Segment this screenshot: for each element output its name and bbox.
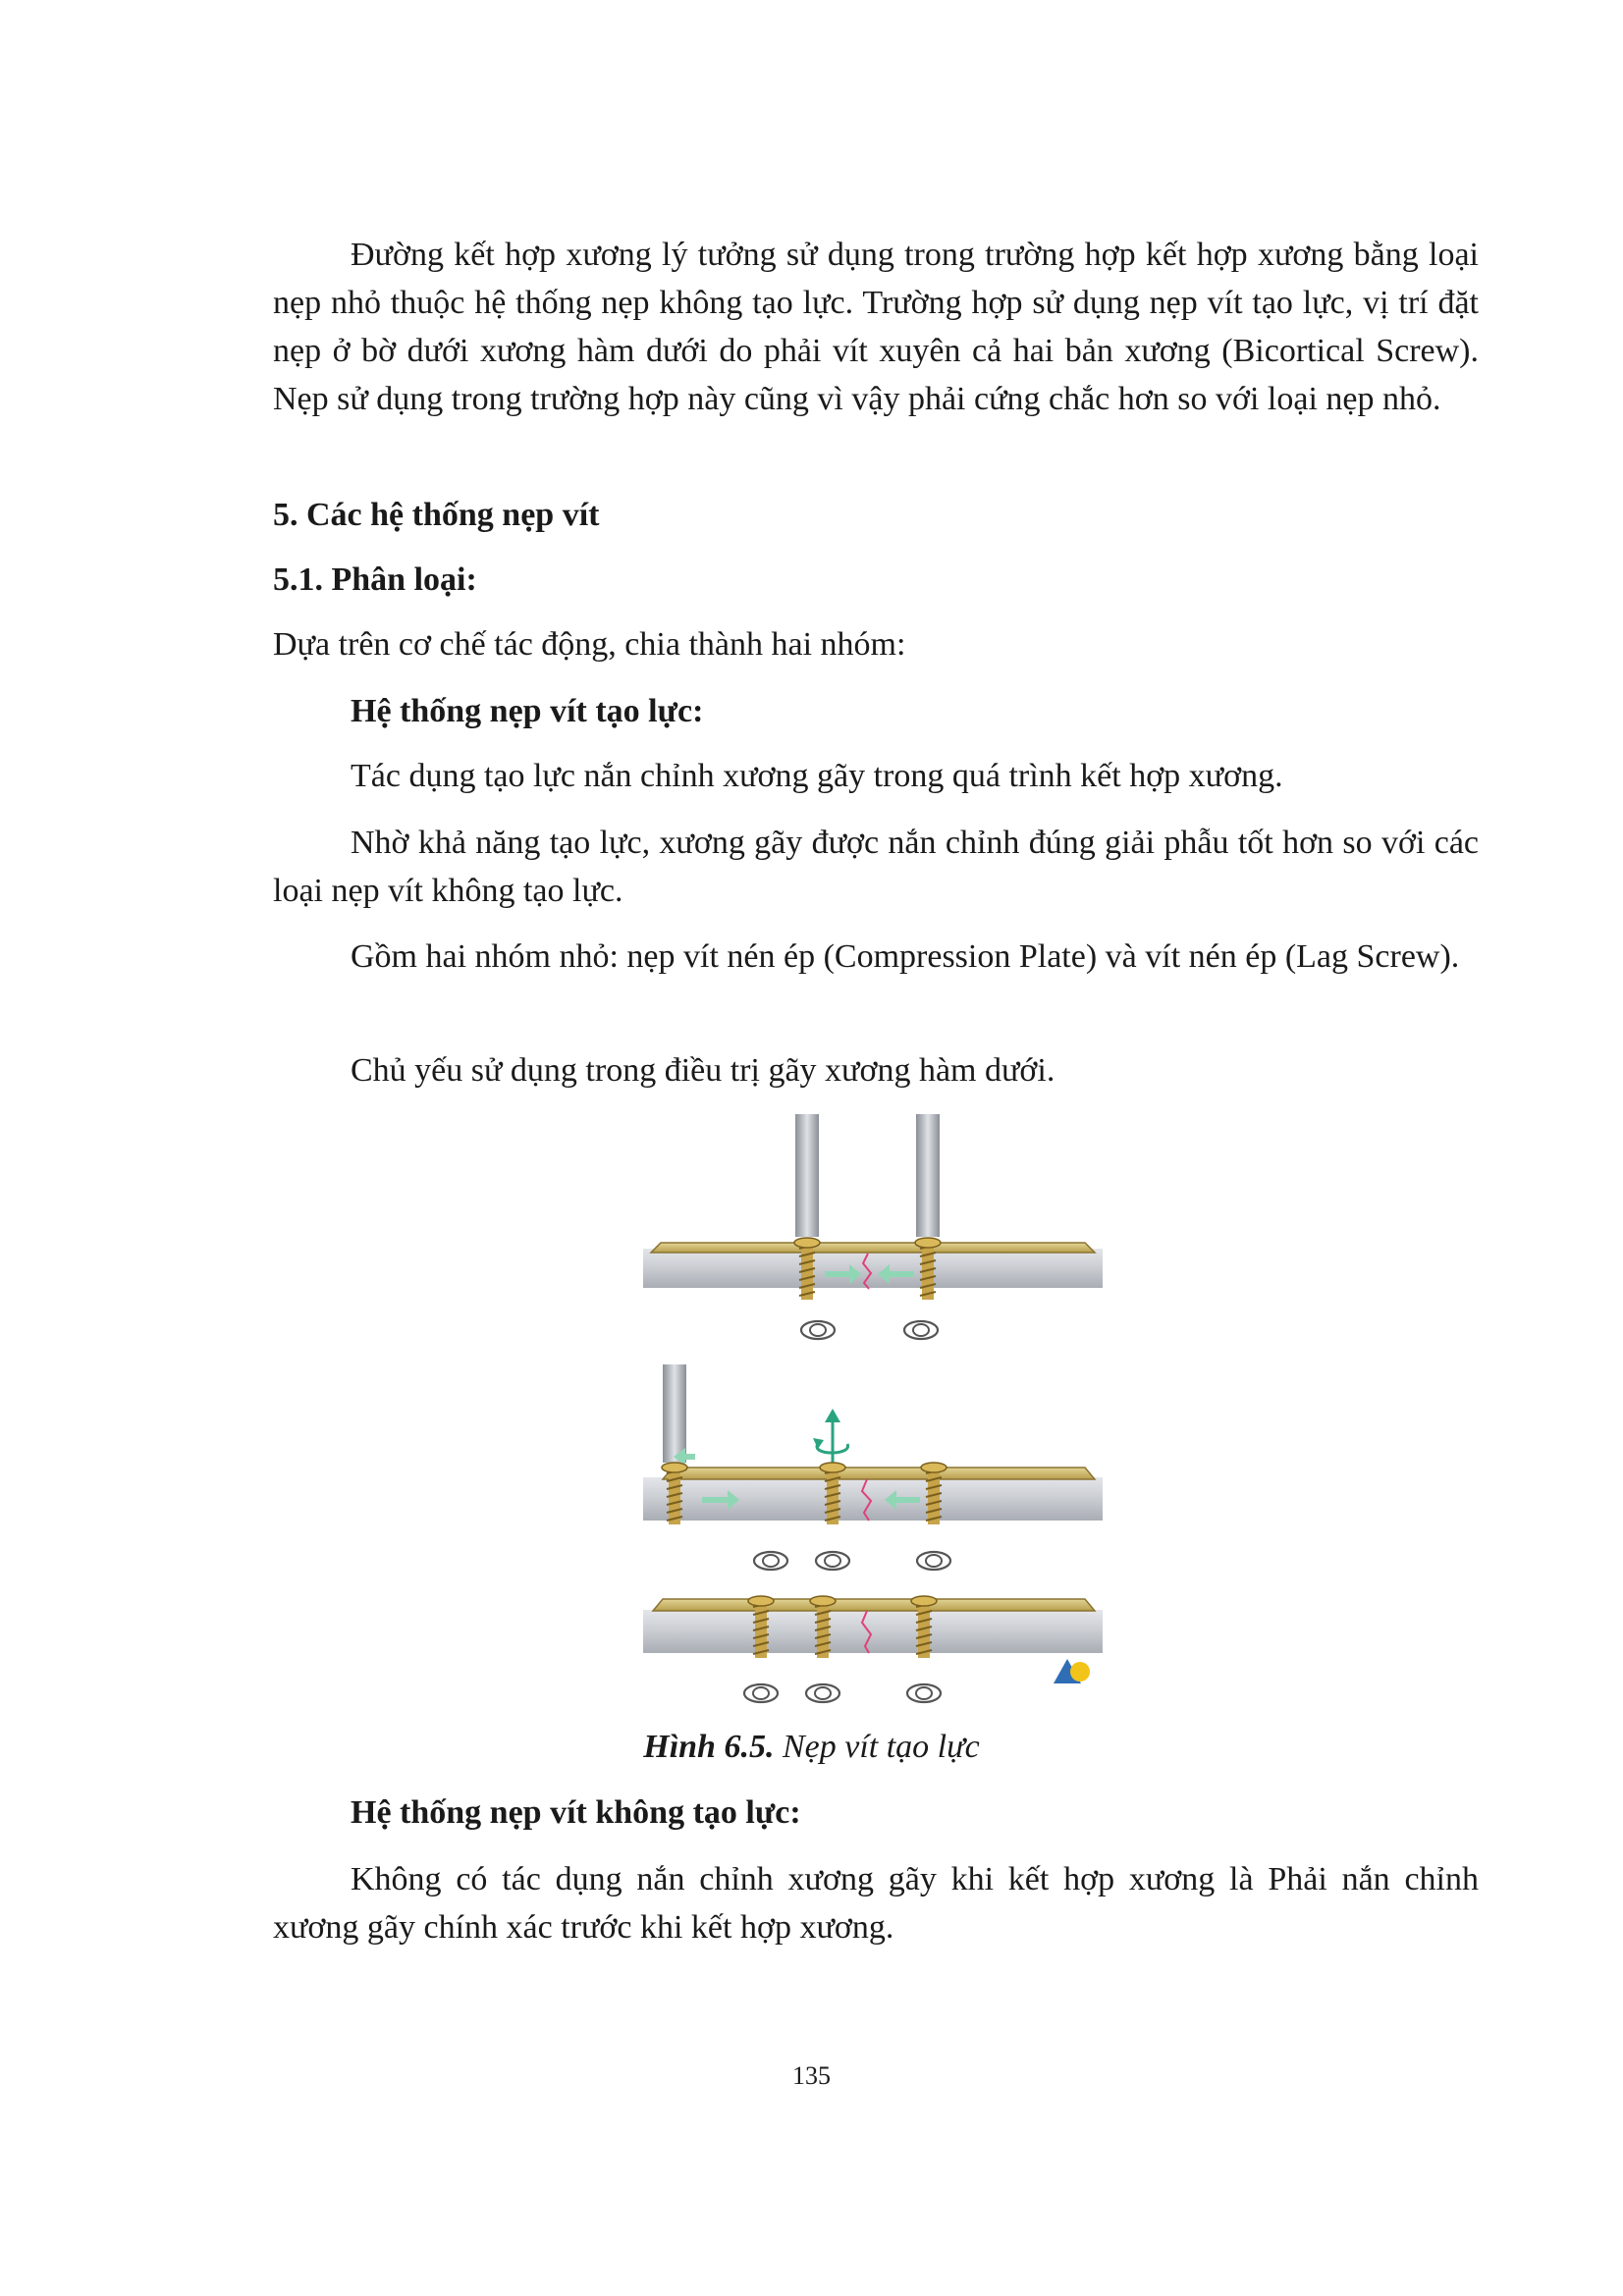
subheading-compression-system: Hệ thống nẹp vít tạo lực: [351,693,704,729]
hole-icon [907,1684,941,1702]
heading-section-5: 5. Các hệ thống nẹp vít [273,497,600,533]
bone-segment [643,1610,1103,1653]
figure-caption-label: Hình 6.5. [643,1729,775,1765]
paragraph-bicortical: Đường kết hợp xương lý tưởng sử dụng trong trường hợp kết hợp xương bằng loại nẹp nhỏ thuộc hệ thống nẹp không tạo lực. Trường hợp sử dụng nẹp vít tạo lực, vị trí đặt nẹp ở bờ dưới xương hàm dưới do phải vít xuyên cả hai bản xương (Bicortical Screw). Nẹp sử dụng trong trường hợp này cũng vì vậy phải cứng chắc hơn so với loại nẹp nhỏ. [273,237,1479,417]
hole-icon [816,1552,849,1570]
figure-panel-3 [643,1596,1103,1702]
bone-plate [651,1243,1095,1253]
hole-icon [754,1552,787,1570]
hole-icon [917,1552,950,1570]
figure-panel-2 [643,1364,1103,1570]
hole-icon [806,1684,839,1702]
paragraph-subgroups: Gồm hai nhóm nhỏ: nẹp vít nén ép (Compression Plate) và vít nén ép (Lag Screw). [351,938,1460,975]
paragraph-usage: Chủ yếu sử dụng trong điều trị gãy xương hàm dưới. [351,1052,1055,1089]
ao-logo-icon [1054,1659,1090,1683]
hole-icon [801,1321,835,1339]
paragraph-non-compression: Không có tác dụng nắn chỉnh xương gãy khi kết hợp xương là Phải nắn chỉnh xương gãy chính xác trước khi kết hợp xương. [273,1861,1479,1946]
paragraph-effect: Tác dụng tạo lực nắn chỉnh xương gãy trong quá trình kết hợp xương. [351,758,1283,794]
hole-icon [904,1321,938,1339]
figure-panel-1 [643,1114,1103,1339]
compression-plate-figure [643,1114,1105,1713]
bone-segment [643,1249,1103,1288]
subheading-non-compression-system: Hệ thống nẹp vít không tạo lực: [351,1794,801,1831]
hole-icon [744,1684,778,1702]
figure-caption-title: Nẹp vít tạo lực [774,1729,980,1765]
paragraph-intro: Dựa trên cơ chế tác động, chia thành hai nhóm: [273,626,906,663]
screwdriver [663,1364,686,1463]
screwdriver [916,1114,940,1237]
bone-plate [653,1599,1095,1611]
rotate-icon [825,1409,840,1422]
heading-section-5-1: 5.1. Phân loại: [273,561,477,598]
screwdriver [795,1114,819,1237]
paragraph-advantage: Nhờ khả năng tạo lực, xương gãy được nắn chỉnh đúng giải phẫu tốt hơn so với các loại nẹp vít không tạo lực. [273,825,1479,909]
figure-caption [0,1723,1623,1771]
page-number: 135 [792,2061,831,2090]
bone-plate [663,1468,1095,1479]
